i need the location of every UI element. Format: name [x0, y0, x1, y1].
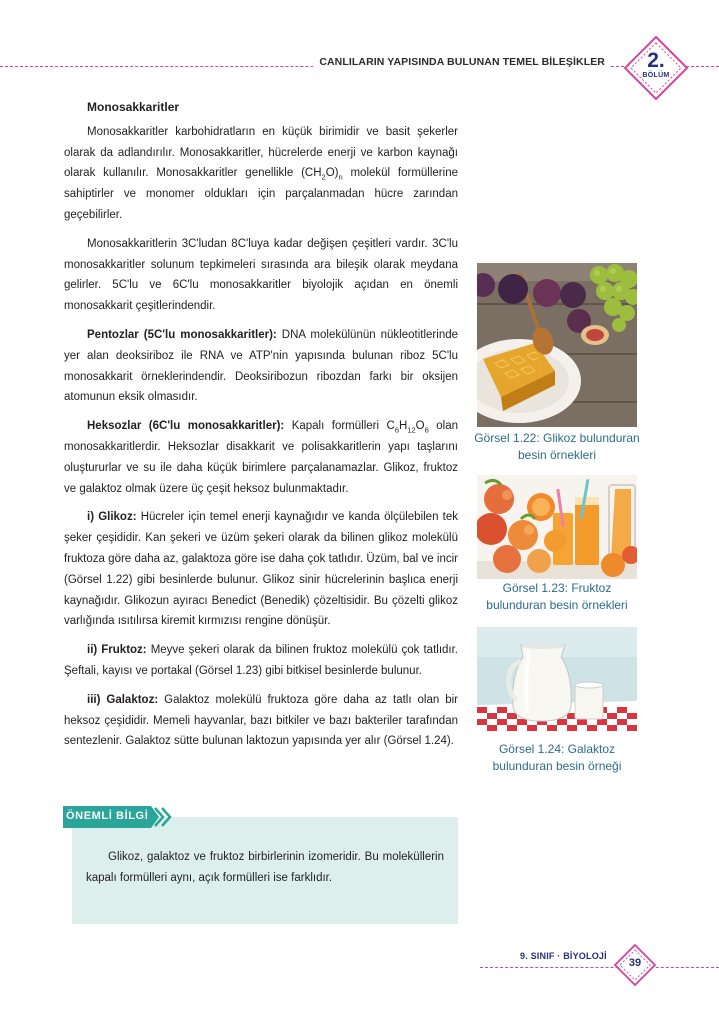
footer-course-label: 9. SINIF · BİYOLOJİ [520, 951, 607, 961]
paragraph-galaktoz [64, 690, 458, 752]
pentoz-text: DNA molekülünün nükleotitlerinde yer alan deoksiriboz ile RNA ve ATP'nin yapısında bulunan riboz 5C'lu monosakkarit örneklerindendir. Deoksiribozun ribozdan farkı bir oksijen atomunun eksik olmasıdır. [64, 328, 459, 404]
figure-glucose-foods-image [477, 263, 637, 427]
main-text-column [64, 97, 458, 760]
chapter-number: 2. [647, 49, 665, 72]
fruktoz-text: Meyve şekeri olarak da bilinen fruktoz molekülü çok tatlıdır. Şeftali, kayısı ve portakal (Görsel 1.23) gibi bitkisel besinlerde bulunur. [64, 644, 458, 677]
intro-text: Monosakkaritler karbohidratların en küçük birimidir ve basit şekerler olarak da adlandırılır. Monosakkaritler, hücrelerde enerji ve karbon kaynağı olarak kullanılır. Monosakkaritler genellikle [64, 125, 458, 180]
figure-fructose-foods-image [477, 475, 637, 579]
formula-c6h12o6: $C_6H_{12}O_6$ [386, 420, 429, 435]
pentoz-label: Pentozlar (5C'lu monosakkaritler): [87, 328, 277, 341]
galaktoz-text: Galaktoz molekülü fruktoza göre daha az tatlı olan bir heksoz çeşididir. Memeli hayvanlar, bazı bitkiler ve bazı bakteriler tarafından sentezlenir. Galaktoz sütte bulunan laktozun yapısında yer alır (Görsel 1.24). [64, 693, 458, 748]
heksoz-label: Heksozlar (6C'lu monosakkaritler): [87, 420, 285, 433]
section-heading: Monosakkaritler [87, 100, 180, 114]
chapter-label: BÖLÜM [642, 72, 670, 79]
heksoz-pre: Kapalı formülleri [291, 420, 380, 433]
important-info-text: Glikoz, galaktoz ve fruktoz birbirlerinin izomeridir. Bu moleküllerin kapalı formülleri aynı, açık formülleri ise farklıdır. [86, 851, 444, 884]
figure-caption-1-23: Görsel 1.23: Fruktoz bulunduran besin örnekleri [486, 581, 628, 612]
fruktoz-label: ii) Fruktoz: [87, 644, 147, 657]
running-header-title: CANLILARIN YAPISINDA BULUNAN TEMEL BİLEŞİKLER [313, 56, 611, 68]
important-info-label: ÖNEMLİ BİLGİ [66, 810, 149, 822]
figure-caption-1-22: Görsel 1.22: Glikoz bulunduran besin örnekleri [474, 431, 640, 462]
intro-tail: molekül formüllerine sahiptirler ve monomer oldukları için parçalanmadan hücre zarından geçebilirler. [64, 167, 458, 221]
important-info-tab [63, 806, 173, 828]
paragraph-varieties: Monosakkaritlerin 3C'ludan 8C'luya kadar değişen çeşitleri vardır. 3C'lu monosakkaritler solunum tepkimeleri sırasında ara bileşik olarak meydana gelirler. 5C'lu ve 6C'lu monosakkaritler biyolojik açıdan en önemli monosakkarit çeşitlerindendir. [64, 237, 458, 313]
paragraph-pentoz [64, 325, 458, 408]
page-number-badge [613, 943, 657, 987]
paragraph-fruktoz [64, 640, 458, 682]
footer-rule [480, 967, 719, 968]
formula-ch2o-n: $(CH_2O)_n$ [301, 167, 343, 182]
important-info-box [72, 817, 458, 924]
paragraph-heksoz [64, 416, 458, 499]
galaktoz-label: iii) Galaktoz: [87, 693, 159, 706]
figure-caption-1-24: Görsel 1.24: Galaktoz bulunduran besin örneği [492, 742, 622, 773]
paragraph-glikoz [64, 507, 458, 632]
page-number: 39 [628, 957, 642, 969]
paragraph-intro [64, 122, 458, 226]
figure-galactose-foods-image [477, 627, 637, 733]
heksoz-text: olan monosakkaritlerdir. Heksozlar disakkarit ve polisakkaritlerin yapı taşlarını oluştururlar ve su ile daha küçük birimlere parçalanamazlar. Glikoz, fruktoz ve galaktoz olmak üzere üç çeşit heksoz bulunmaktadır. [64, 420, 459, 495]
glikoz-text: Hücreler için temel enerji kaynağıdır ve kanda ölçülebilen tek şeker çeşididir. Kan şekeri ve üzüm şekeri olarak da bilinen glikoz molekülü fruktoza göre daha az, galaktoza göre ise daha çok tatlıdır. Üzüm, bal ve incir (Görsel 1.22) gibi besinlerde bulunur. Glikoz sinir hücrelerinin başlıca enerji kaynağıdır. Glikozun ayıracı Benedict (Benedik) çözeltisidir. Bu çözelti glikoz varlığında ısıtılırsa kiremit kırmızısı rengine dönüşür. [64, 511, 458, 628]
glikoz-label: i) Glikoz: [87, 511, 137, 524]
chapter-badge [623, 35, 689, 101]
